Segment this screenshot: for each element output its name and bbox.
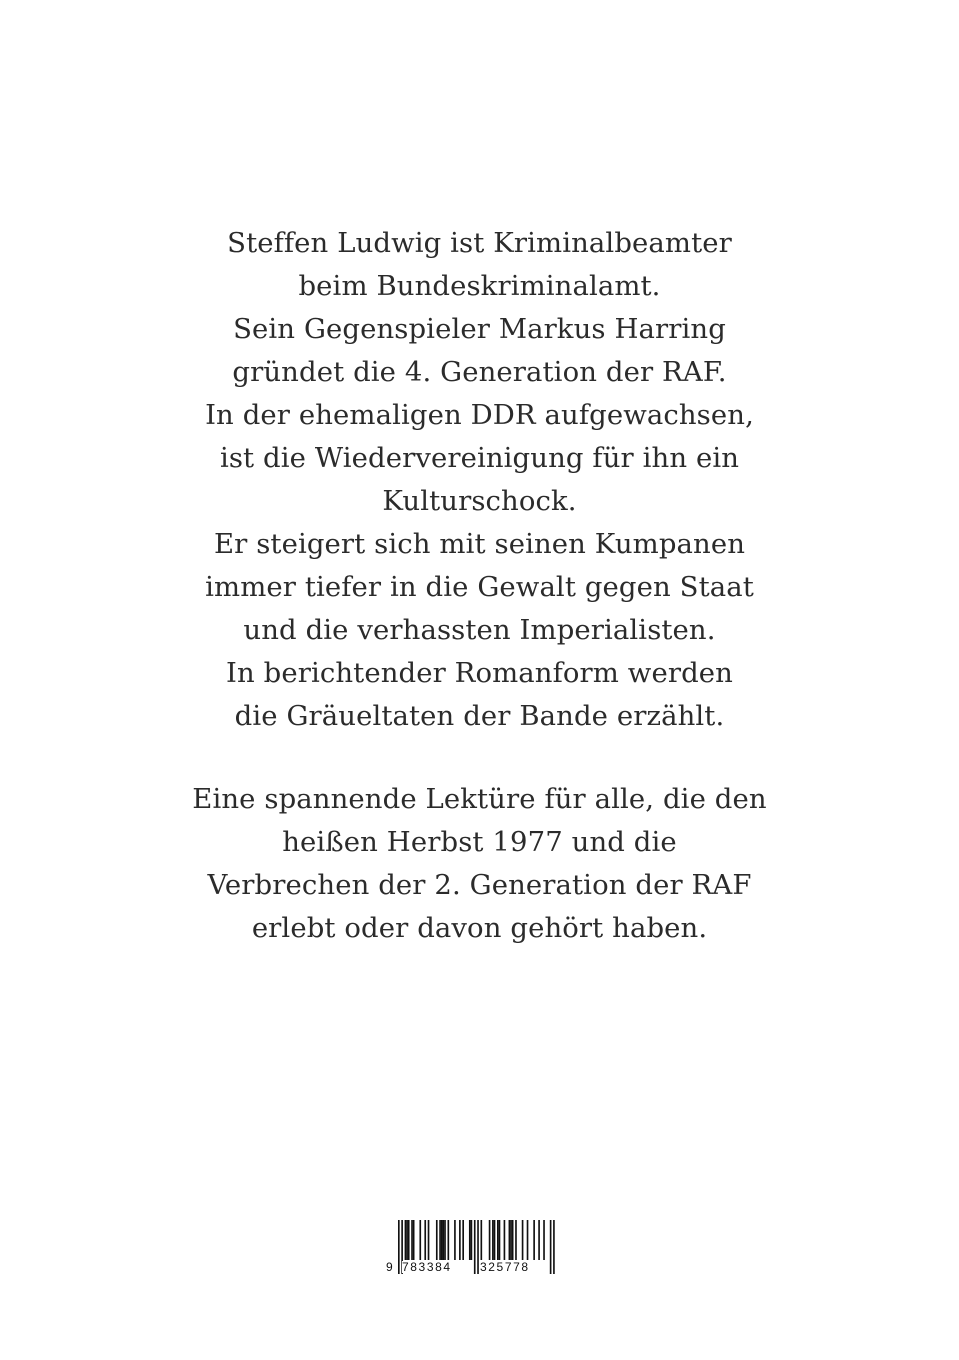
blurb-line: Er steigert sich mit seinen Kumpanen [213,528,746,560]
barcode-bar [504,1220,506,1260]
barcode-bar [444,1220,446,1260]
barcode-bar [419,1220,421,1260]
blurb-line: heißen Herbst 1977 und die [282,826,677,858]
barcode-bar [405,1220,407,1260]
barcode-bar [441,1220,443,1260]
barcode-bar [411,1220,413,1260]
blurb-line: gründet die 4. Generation der RAF. [232,356,727,388]
barcode-bar [408,1220,410,1260]
blurb-line: Sein Gegenspieler Markus Harring [233,313,726,345]
barcode-guard-bar [550,1220,552,1274]
barcode-bar [439,1220,441,1260]
barcode-bar [489,1220,491,1260]
blurb-line: und die verhassten Imperialisten. [243,614,716,646]
blurb-line: immer tiefer in die Gewalt gegen Staat [205,571,754,603]
barcode-bar [527,1220,529,1260]
barcode-bar [494,1220,496,1260]
blurb-line: beim Bundeskriminalamt. [298,270,661,302]
barcode-bar [428,1220,430,1260]
blurb-line: Kulturschock. [382,485,577,517]
blurb-line: Eine spannende Lektüre für alle, die den [192,783,767,815]
barcode-bar [424,1220,426,1260]
barcode-bar [469,1220,471,1260]
blurb-line: In berichtender Romanform werden [226,657,733,689]
barcode-guard-bar [474,1220,476,1274]
barcode-bar [538,1220,540,1260]
blurb-line: Verbrechen der 2. Generation der RAF [207,869,752,901]
barcode-bar [471,1220,473,1260]
barcode-bar [497,1220,499,1260]
barcode-guard-bar [477,1220,479,1274]
barcode-bar [443,1220,445,1260]
book-blurb [150,222,809,950]
barcode-left-digits: 783384 [402,1260,452,1274]
barcode-bar [492,1220,494,1260]
barcode-bar [522,1220,524,1260]
blurb-line: In der ehemaligen DDR aufgewachsen, [205,399,754,431]
barcode-guard-bar [553,1220,555,1274]
barcode-bar [454,1220,456,1260]
barcode-lead-digit: 9 [386,1260,393,1274]
blurb-line: erlebt oder davon gehört haben. [251,912,708,944]
blurb-line: Steffen Ludwig ist Kriminalbeamter [227,227,732,259]
barcode-bar [448,1220,450,1260]
barcode-bar [406,1220,408,1260]
barcode-bar [436,1220,438,1260]
barcode-guard-bar [398,1220,400,1274]
barcode-bar [481,1220,483,1260]
isbn-barcode [386,1220,560,1276]
barcode-bar [533,1220,535,1260]
blurb-line: ist die Wiedervereinigung für ihn ein [219,442,740,474]
barcode-bar [459,1220,461,1260]
barcode-bar [512,1220,514,1260]
barcode-bar [515,1220,517,1260]
barcode-right-digits: 325778 [480,1260,530,1274]
barcode-bar [499,1220,501,1260]
barcode-bar [462,1220,464,1260]
barcode-bar [509,1220,511,1260]
barcode-bar [413,1220,415,1260]
blurb-line: die Gräueltaten der Bande erzählt. [234,700,725,732]
paragraph-gap [150,738,809,778]
barcode-bar [510,1220,512,1260]
barcode-bar [543,1220,545,1260]
